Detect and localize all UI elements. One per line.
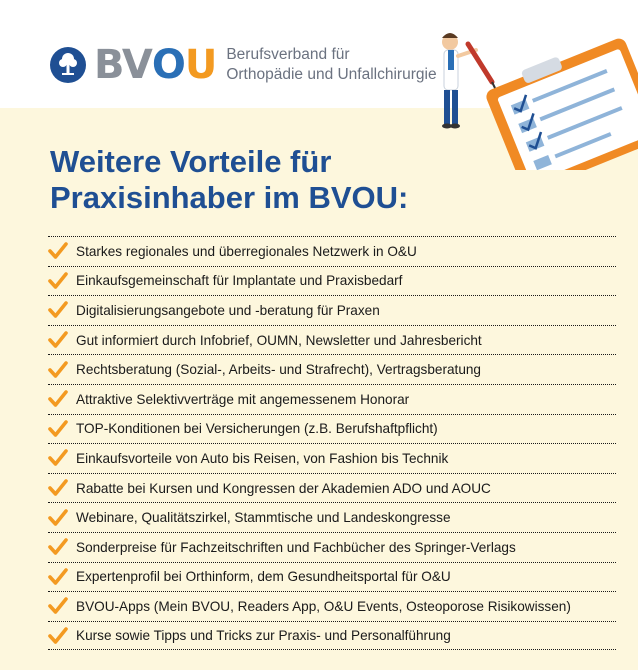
benefit-item: [48, 443, 616, 473]
benefit-item: [48, 325, 616, 355]
benefit-item: [48, 562, 616, 592]
benefit-item: [48, 236, 616, 266]
page-title-line2: Praxisinhaber im BVOU:: [50, 180, 409, 215]
benefit-text: Gut informiert durch Infobrief, OUMN, Newsletter und Jahresbericht: [76, 332, 482, 348]
benefit-text: Rabatte bei Kursen und Kongressen der Akademien ADO und AOUC: [76, 480, 491, 496]
checkmark-icon: [48, 389, 70, 409]
doctor-figure: [442, 33, 495, 129]
benefit-text: Einkaufsgemeinschaft für Implantate und Praxisbedarf: [76, 273, 403, 289]
doctor-clipboard-illustration: [418, 20, 638, 170]
tree-seal-icon: [50, 47, 86, 83]
benefit-text: Einkaufsvorteile von Auto bis Reisen, von Fashion bis Technik: [76, 450, 449, 466]
benefit-item: [48, 502, 616, 532]
benefit-item: [48, 266, 616, 296]
benefit-item: [48, 384, 616, 414]
checkmark-icon: [48, 330, 70, 350]
benefit-text: Attraktive Selektivverträge mit angemessenem Honorar: [76, 391, 410, 407]
bvou-logo[interactable]: [50, 42, 437, 88]
benefit-item: [48, 354, 616, 384]
checkmark-icon: [48, 271, 70, 291]
benefit-text: Kurse sowie Tipps und Tricks zur Praxis- und Personalführung: [76, 628, 451, 644]
benefit-text: TOP-Konditionen bei Versicherungen (z.B. Berufshaftpflicht): [76, 421, 438, 437]
checkmark-icon: [48, 300, 70, 320]
benefit-text: Webinare, Qualitätszirkel, Stammtische und Landeskongresse: [76, 510, 451, 526]
checkmark-icon: [48, 478, 70, 498]
checkmark-icon: [48, 241, 70, 261]
benefit-text: Rechtsberatung (Sozial-, Arbeits- und Strafrecht), Vertragsberatung: [76, 362, 481, 378]
page-title: [50, 144, 450, 216]
benefit-text: BVOU-Apps (Mein BVOU, Readers App, O&U Events, Osteoporose Risikowissen): [76, 598, 571, 614]
benefit-item: [48, 414, 616, 444]
benefit-text: Sonderpreise für Fachzeitschriften und Fachbücher des Springer-Verlags: [76, 539, 516, 555]
org-name: [226, 45, 436, 85]
benefit-item: [48, 532, 616, 562]
checkmark-icon: [48, 419, 70, 439]
page-title-line1: Weitere Vorteile für: [50, 144, 332, 179]
benefit-item: [48, 621, 616, 651]
benefits-list: [48, 236, 616, 650]
benefit-text: Starkes regionales und überregionales Netzwerk in O&U: [76, 243, 417, 259]
benefit-item: [48, 591, 616, 621]
org-name-line1: Berufsverband für: [226, 46, 350, 63]
checkmark-icon: [48, 626, 70, 646]
benefit-text: Expertenprofil bei Orthinform, dem Gesundheitsportal für O&U: [76, 569, 451, 585]
checkmark-icon: [48, 567, 70, 587]
checkmark-icon: [48, 596, 70, 616]
benefit-text: Digitalisierungsangebote und -beratung für Praxen: [76, 302, 380, 318]
logo-wordmark: BV O U: [94, 42, 217, 88]
benefit-item: [48, 295, 616, 325]
org-name-line2: Orthopädie und Unfallchirurgie: [226, 66, 437, 83]
checkmark-icon: [48, 508, 70, 528]
checkmark-icon: [48, 537, 70, 557]
benefit-item: [48, 473, 616, 503]
checkmark-icon: [48, 360, 70, 380]
checkmark-icon: [48, 448, 70, 468]
